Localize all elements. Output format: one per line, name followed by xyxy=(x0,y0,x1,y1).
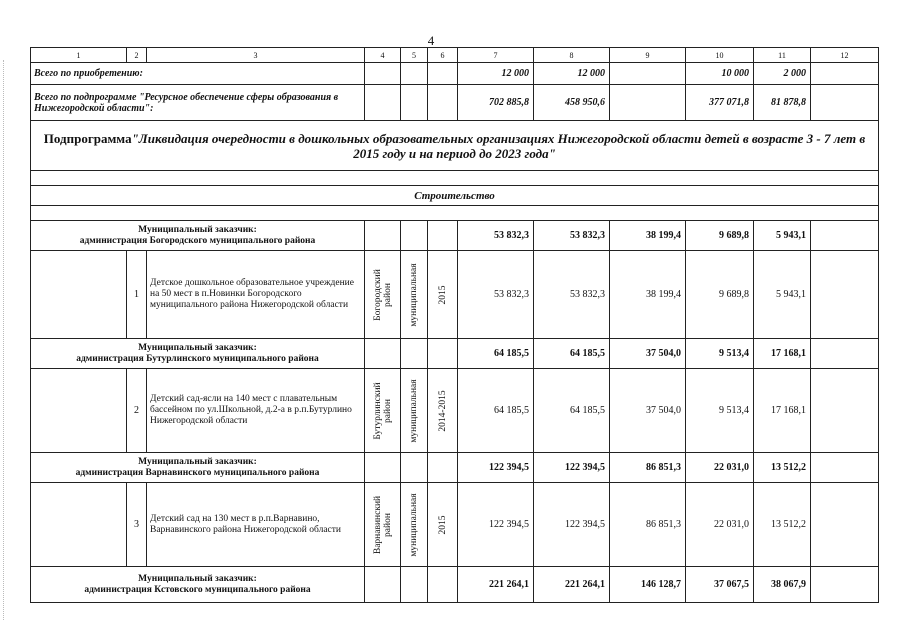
project-name: Детский сад на 130 мест в р.п.Варнавино, Варнавинского района Нижегородской области xyxy=(147,483,365,567)
total-value: 2 000 xyxy=(754,63,811,85)
page-number: 4 xyxy=(427,33,435,48)
total-value: 377 071,8 xyxy=(686,85,754,121)
project-value: 22 031,0 xyxy=(686,483,754,567)
col-num-4: 4 xyxy=(365,48,401,63)
col-num-10: 10 xyxy=(686,48,754,63)
col-num-7: 7 xyxy=(458,48,534,63)
customer-total: 64 185,5 xyxy=(534,339,610,369)
customer-total: 38 067,9 xyxy=(754,567,811,603)
customer-total: 38 199,4 xyxy=(610,221,686,251)
total-value xyxy=(610,85,686,121)
customer-name: администрация Бутурлинского муниципального района xyxy=(76,353,319,364)
section-title: Строительство xyxy=(31,186,879,206)
project-value: 122 394,5 xyxy=(534,483,610,567)
col-num-2: 2 xyxy=(127,48,147,63)
total-value: 12 000 xyxy=(534,63,610,85)
project-name: Детский сад-ясли на 140 мест с плавательным бассейном по ул.Школьной, д.2-а в р.п.Бутурлино Нижегородской области xyxy=(147,369,365,453)
customer-label: Муниципальный заказчик: xyxy=(138,573,257,584)
col-num-12: 12 xyxy=(811,48,879,63)
subprogram-title-row xyxy=(31,121,879,171)
project-row xyxy=(31,251,879,339)
section-title-row xyxy=(31,186,879,206)
col-num-3: 3 xyxy=(147,48,365,63)
col-num-6: 6 xyxy=(428,48,458,63)
col-num-1: 1 xyxy=(31,48,127,63)
customer-total: 221 264,1 xyxy=(458,567,534,603)
project-value: 17 168,1 xyxy=(754,369,811,453)
project-index: 3 xyxy=(127,483,147,567)
customer-total: 53 832,3 xyxy=(458,221,534,251)
customer-total: 53 832,3 xyxy=(534,221,610,251)
project-value: 13 512,2 xyxy=(754,483,811,567)
customer-total: 5 943,1 xyxy=(754,221,811,251)
customer-row xyxy=(31,567,879,603)
customer-total: 9 689,8 xyxy=(686,221,754,251)
total-acquisition-row xyxy=(31,63,879,85)
col-num-9: 9 xyxy=(610,48,686,63)
customer-total: 22 031,0 xyxy=(686,453,754,483)
total-value: 81 878,8 xyxy=(754,85,811,121)
project-value: 64 185,5 xyxy=(534,369,610,453)
project-row xyxy=(31,369,879,453)
col-num-5: 5 xyxy=(401,48,428,63)
customer-name: администрация Кстовского муниципального района xyxy=(84,584,311,595)
project-name: Детское дошкольное образовательное учреждение на 50 мест в п.Новинки Богородского муниципального района Нижегородской области xyxy=(147,251,365,339)
project-year: 2015 xyxy=(437,515,448,534)
project-index: 1 xyxy=(127,251,147,339)
customer-total: 37 504,0 xyxy=(610,339,686,369)
subprogram-title: "Ликвидация очередности в дошкольных образовательных организациях Нижегородской области детей в возрасте 3 - 7 лет в 2015 году и на период до 2023 года" xyxy=(131,130,866,161)
project-value: 53 832,3 xyxy=(534,251,610,339)
customer-row xyxy=(31,339,879,369)
customer-total: 122 394,5 xyxy=(534,453,610,483)
customer-total: 86 851,3 xyxy=(610,453,686,483)
project-district: Бутурлинский район xyxy=(372,381,393,440)
project-value: 9 689,8 xyxy=(686,251,754,339)
customer-label: Муниципальный заказчик: xyxy=(138,342,257,353)
page-edge-mark xyxy=(3,60,4,620)
customer-total: 17 168,1 xyxy=(754,339,811,369)
col-num-8: 8 xyxy=(534,48,610,63)
customer-total: 122 394,5 xyxy=(458,453,534,483)
budget-table xyxy=(30,47,879,603)
project-year: 2014-2015 xyxy=(437,389,448,432)
total-label: Всего по приобретению: xyxy=(31,63,365,85)
project-value: 9 513,4 xyxy=(686,369,754,453)
customer-row xyxy=(31,453,879,483)
project-row xyxy=(31,483,879,567)
total-value: 12 000 xyxy=(458,63,534,85)
project-value: 53 832,3 xyxy=(458,251,534,339)
customer-total: 221 264,1 xyxy=(534,567,610,603)
customer-total: 13 512,2 xyxy=(754,453,811,483)
project-year: 2015 xyxy=(437,285,448,304)
customer-name: администрация Богородского муниципального района xyxy=(79,235,316,246)
total-label: Всего по подпрограмме "Ресурсное обеспечение сферы образования в Нижегородской области": xyxy=(31,85,365,121)
project-ownership: муниципальная xyxy=(409,378,419,443)
project-value: 86 851,3 xyxy=(610,483,686,567)
customer-total: 64 185,5 xyxy=(458,339,534,369)
project-value: 37 504,0 xyxy=(610,369,686,453)
customer-label: Муниципальный заказчик: xyxy=(138,224,257,235)
spacer-row xyxy=(31,171,879,186)
customer-total: 9 513,4 xyxy=(686,339,754,369)
total-value: 458 950,6 xyxy=(534,85,610,121)
total-value: 10 000 xyxy=(686,63,754,85)
customer-row xyxy=(31,221,879,251)
project-value: 38 199,4 xyxy=(610,251,686,339)
project-index: 2 xyxy=(127,369,147,453)
project-value: 64 185,5 xyxy=(458,369,534,453)
project-district: Богородский район xyxy=(372,268,393,321)
customer-label: Муниципальный заказчик: xyxy=(138,456,257,467)
spacer-row xyxy=(31,206,879,221)
total-subprogram-row xyxy=(31,85,879,121)
project-value: 5 943,1 xyxy=(754,251,811,339)
total-value xyxy=(610,63,686,85)
project-value: 122 394,5 xyxy=(458,483,534,567)
column-number-row xyxy=(31,48,879,63)
project-ownership: муниципальная xyxy=(409,492,419,557)
project-ownership: муниципальная xyxy=(409,262,419,327)
project-district: Варнавинский район xyxy=(372,495,393,554)
total-value: 702 885,8 xyxy=(458,85,534,121)
subprogram-prefix: Подпрограмма xyxy=(43,130,132,146)
customer-total: 146 128,7 xyxy=(610,567,686,603)
customer-name: администрация Варнавинского муниципального района xyxy=(75,467,320,478)
col-num-11: 11 xyxy=(754,48,811,63)
customer-total: 37 067,5 xyxy=(686,567,754,603)
